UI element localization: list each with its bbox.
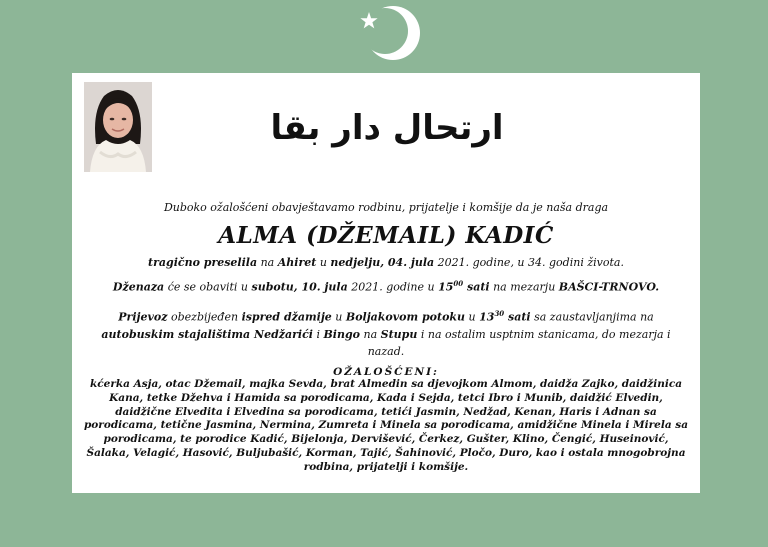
mourners-list: kćerka Asja, otac Džemail, majka Sevda, brat Almedin sa djevojkom Almom, daidža Zajko, daidžinica Kana, tetke Džehva i Hamida sa porodicama, Kada i Sejda, tetci Ibro i Munib, daidžić Elvedin, daidžične Elvedita i Elvedina sa porodicama, tetići Jasmin, Nedžad, Kenan, Haris i Adnan sa porodicama, tetične Jasmina, Nermina, Zumreta i Minela sa porodicama, amidžične Minela i Mirela sa porodicama, te porodice Kadić, Bijelonja, Dervišević, Čerkez, Gušter, Klino, Čengić, Huseinović, Šalaka, Velagić, Hasović, Buljubašić, Korman, Tajić, Šahinović, Pločo, Duro, kao i ostala mnogobrojna rodbina, prijatelji i komšije. <box>83 378 689 473</box>
crescent-star-icon <box>358 4 420 66</box>
intro-text: Duboko ožalošćeni obavještavamo rodbinu, prijatelje i komšije da je naša draga <box>163 201 609 214</box>
transport-line: Prijevoz obezbijeđen ispred džamije u Boljakovom potoku u $13^{30}$ sati sa zaustavljanjima na autobuskim stajalištima Nedžarići i Bingo na Stupu i na ostalim usptnim stanicama, do mezarja i nazad. <box>101 309 671 358</box>
obituary-card <box>72 73 700 493</box>
portrait-photo <box>84 82 152 172</box>
funeral-line: Dženaza će se obaviti u subotu, 10. jula 2021. godine u $15^{00}$ sati na mezarju BAŠCI-TRNOVO. <box>112 279 660 294</box>
mourners-heading: OŽALOŠĆENI: <box>333 366 439 378</box>
deceased-name: ALMA (DŽEMAIL) KADIĆ <box>218 222 554 249</box>
arabic-calligraphy-title <box>270 89 504 159</box>
calligraphy-text: ارتحال دار بقا <box>270 108 504 148</box>
death-notice-line: tragično preselila na Ahiret u nedjelju, 04. jula 2021. godine, u 34. godini života. <box>148 256 624 269</box>
